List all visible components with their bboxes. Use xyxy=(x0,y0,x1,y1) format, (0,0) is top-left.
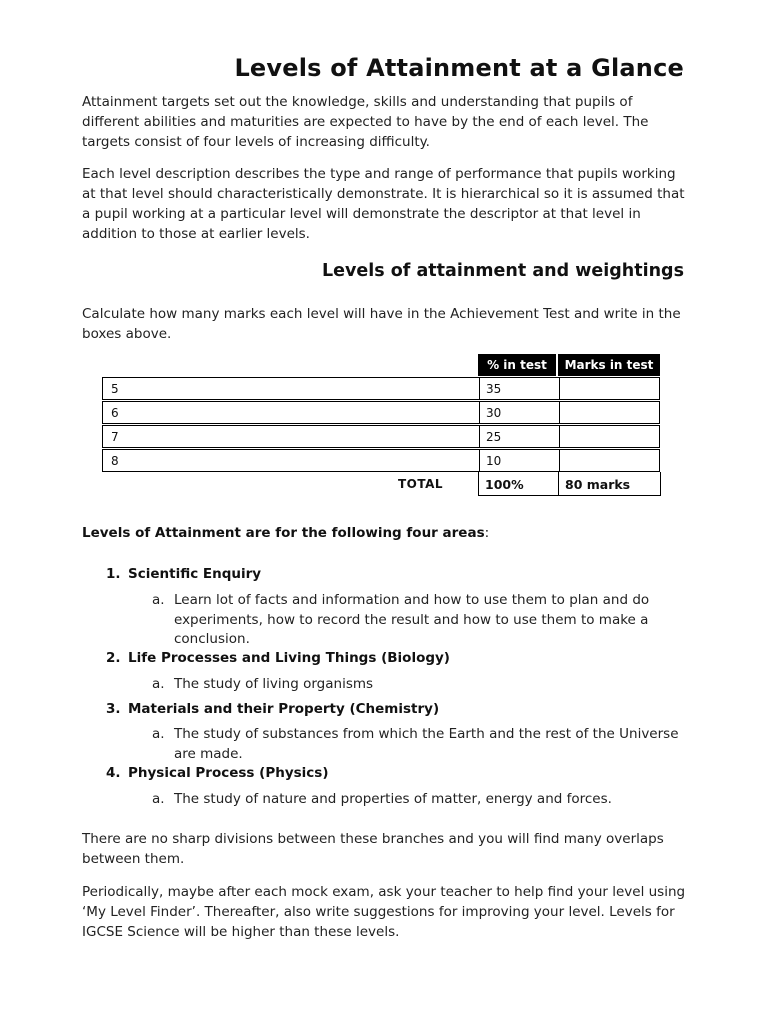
sub-text: The study of nature and properties of matter, energy and forces. xyxy=(174,791,612,807)
closing-paragraph-2: Periodically, maybe after each mock exam, ask your teacher to help find your level using ‘My Level Finder’. Thereafter, also write suggestions for improving your level. Levels for IGCSE Science will be higher than these levels. xyxy=(82,884,686,940)
areas-heading-colon: : xyxy=(484,525,490,541)
sub-letter: a. xyxy=(152,791,165,807)
area-item-description xyxy=(152,790,692,810)
total-label: TOTAL xyxy=(398,477,444,491)
sub-letter: a. xyxy=(152,676,165,692)
area-title-text: Life Processes and Living Things (Biology) xyxy=(128,650,450,666)
marks-input-cell[interactable] xyxy=(559,378,659,399)
weightings-instruction: Calculate how many marks each level will have in the Achievement Test and write in the boxes above. xyxy=(82,306,681,342)
table-row xyxy=(102,449,660,472)
level-cell: 5 xyxy=(111,382,119,396)
percent-cell: 25 xyxy=(479,426,559,447)
area-number: 2. xyxy=(106,650,121,666)
table-row xyxy=(102,401,660,424)
percent-cell: 10 xyxy=(479,450,559,471)
sub-text: The study of living organisms xyxy=(174,676,374,692)
area-item-title xyxy=(106,650,450,666)
areas-heading xyxy=(82,525,489,541)
table-row xyxy=(102,377,660,400)
intro-paragraph-1: Attainment targets set out the knowledge, skills and understanding that pupils of different abilities and maturities are expected to have by the end of each level. The targets consist of four levels of increasing difficulty. xyxy=(82,94,649,150)
area-title-text: Physical Process (Physics) xyxy=(128,765,329,781)
area-title-text: Scientific Enquiry xyxy=(128,566,262,582)
intro-paragraph-2: Each level description describes the type and range of performance that pupils working at that level should characteristically demonstrate. It is hierarchical so it is assumed that a pupil working at a particular level will demonstrate the descriptor at that level in addition to those at earlier levels. xyxy=(82,166,685,242)
level-cell: 8 xyxy=(111,454,119,468)
level-cell: 6 xyxy=(111,406,119,420)
total-percent: 100% xyxy=(478,472,559,496)
sub-text: Learn lot of facts and information and how to use them to plan and do experiments, how to record the result and how to use them to make a conclusion. xyxy=(174,592,650,647)
sub-letter: a. xyxy=(152,726,165,742)
area-number: 4. xyxy=(106,765,121,781)
level-cell: 7 xyxy=(111,430,119,444)
table-row xyxy=(102,425,660,448)
column-header-marks: Marks in test xyxy=(558,354,660,376)
area-item-description xyxy=(152,725,692,764)
closing-paragraph-1: There are no sharp divisions between these branches and you will find many overlaps between them. xyxy=(82,831,664,867)
page-title: Levels of Attainment at a Glance xyxy=(234,54,684,82)
areas-heading-text: Levels of Attainment are for the following four areas xyxy=(82,525,485,541)
sub-text: The study of substances from which the Earth and the rest of the Universe are made. xyxy=(174,726,679,762)
marks-input-cell[interactable] xyxy=(559,402,659,423)
area-title-text: Materials and their Property (Chemistry) xyxy=(128,701,440,717)
area-item-description xyxy=(152,675,692,695)
marks-input-cell[interactable] xyxy=(559,426,659,447)
marks-input-cell[interactable] xyxy=(559,450,659,471)
column-header-percent: % in test xyxy=(478,354,556,376)
sub-letter: a. xyxy=(152,592,165,608)
area-item-title xyxy=(106,765,329,781)
section-heading-weightings: Levels of attainment and weightings xyxy=(321,261,684,281)
total-marks: 80 marks xyxy=(558,472,661,496)
percent-cell: 30 xyxy=(479,402,559,423)
area-item-title xyxy=(106,701,439,717)
percent-cell: 35 xyxy=(479,378,559,399)
area-number: 1. xyxy=(106,566,121,582)
area-number: 3. xyxy=(106,701,121,717)
area-item-description xyxy=(152,591,692,650)
area-item-title xyxy=(106,566,261,582)
